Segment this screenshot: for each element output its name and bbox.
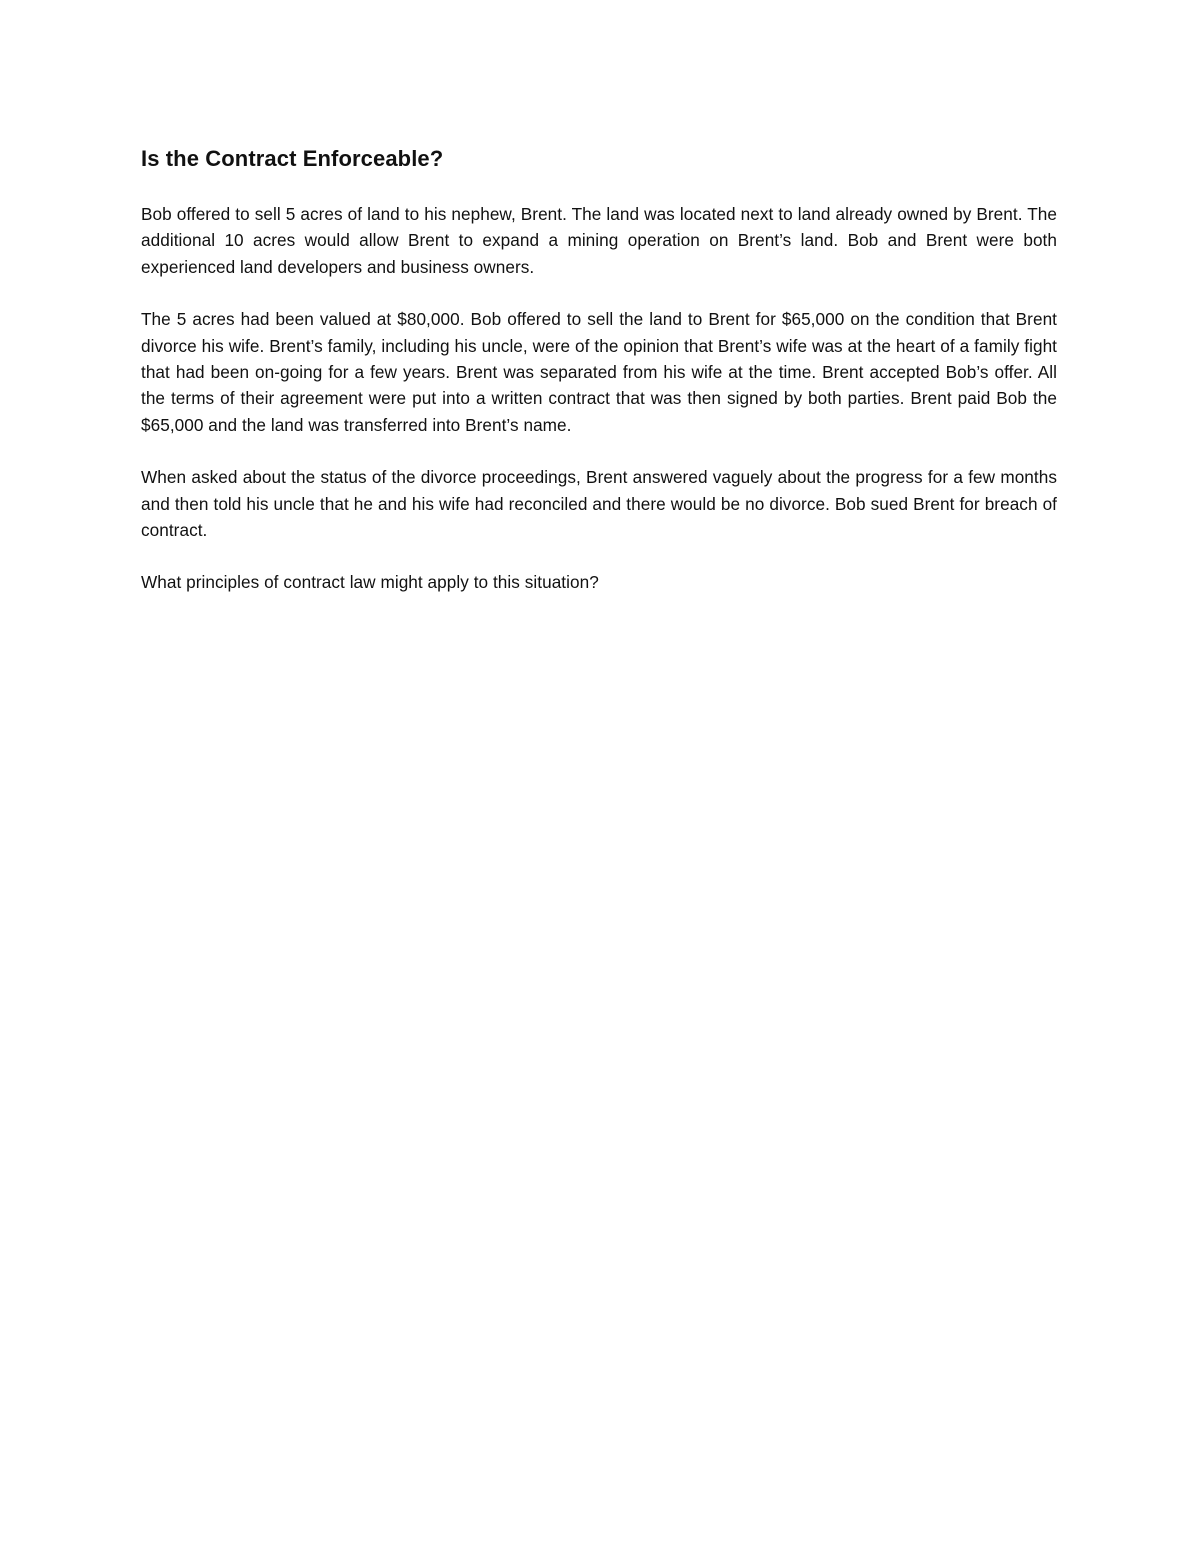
paragraph-condition: The 5 acres had been valued at $80,000. Bob offered to sell the land to Brent for $65,000 on the condition that Brent divorce his wife. Brent’s family, including his uncle, were of the opinion that Brent’s wife was at the heart of a family fight that had been on-going for a few years. Brent was separated from his wife at the time. Brent accepted Bob’s offer. All the terms of their agreement were put into a written contract that was then signed by both parties. Brent paid Bob the $65,000 and the land was transferred into Brent’s name. <box>141 309 1057 435</box>
document-body <box>141 143 1057 622</box>
paragraph-offer: Bob offered to sell 5 acres of land to his nephew, Brent. The land was located next to land already owned by Brent. The additional 10 acres would allow Brent to expand a mining operation on Brent’s land. Bob and Brent were both experienced land developers and business owners. <box>141 204 1057 277</box>
paragraph-question: What principles of contract law might apply to this situation? <box>141 572 599 593</box>
paragraph-breach: When asked about the status of the divorce proceedings, Brent answered vaguely about the progress for a few months and then told his uncle that he and his wife had reconciled and there would be no divorce. Bob sued Brent for breach of contract. <box>141 467 1057 541</box>
document-title: Is the Contract Enforceable? <box>141 146 444 171</box>
